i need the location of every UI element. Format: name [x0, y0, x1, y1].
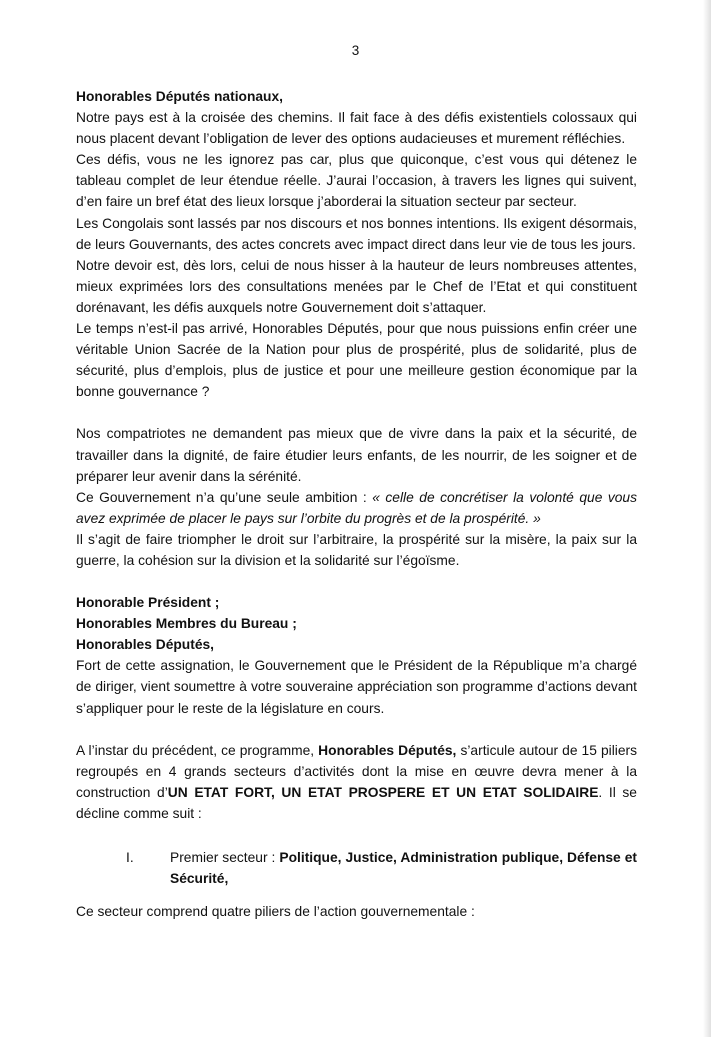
salutation-heading: Honorables Députés nationaux,: [76, 89, 283, 104]
sector-text: [170, 847, 637, 889]
paragraph: Ces défis, vous ne les ignorez pas car, plus que quiconque, c’est vous qui détenez le tableau complet de leur étendue réelle. J’aurai l’occasion, à travers les lignes qui suivent, d’en faire un bref état des lieux lorsque j’aborderai la situation secteur par secteur.: [76, 152, 637, 210]
page-edge-shadow: [703, 0, 711, 1037]
document-body: [76, 86, 637, 922]
sector-item: [126, 847, 637, 889]
sector-title: Politique, Justice, Administration publique, Défense et Sécurité,: [170, 850, 638, 887]
salutation-deputes: Honorables Députés,: [76, 637, 214, 653]
salutation-bureau: Honorables Membres du Bureau ;: [76, 616, 297, 632]
paragraph: Notre devoir est, dès lors, celui de nous hisser à la hauteur de leurs nombreuses attentes, mieux exprimées lors des consultations menées par le Chef de l’Etat et qui constituent dorénavant, les défis auxquels notre Gouvernement doit s’attaquer.: [76, 257, 637, 315]
salutation-president: Honorable Président ;: [76, 595, 220, 611]
ambition-quote: « celle de concrétiser la volonté que vous avez exprimée de placer le pays sur l’orbite du progrès et de la prospérité. »: [76, 489, 638, 526]
paragraph: Nos compatriotes ne demandent pas mieux que de vivre dans la paix et la sécurité, de travailler dans la dignité, de faire étudier leurs enfants, de les nourrir, de les soigner et de préparer leur avenir dans la sérénité.: [76, 426, 637, 484]
paragraph: Le temps n’est-il pas arrivé, Honorables Députés, pour que nous puissions enfin créer une véritable Union Sacrée de la Nation pour plus de prospérité, plus de solidarité, plus de sécurité, plus d’emplois, plus de justice et pour une meilleure gestion économique par la bonne gouvernance ?: [76, 321, 637, 400]
paragraph: Il s’agit de faire triompher le droit sur l’arbitraire, la prospérité sur la misère, la paix sur la guerre, la cohésion sur la division et la solidarité sur l’égoïsme.: [76, 531, 637, 568]
ambition-intro: Ce Gouvernement n’a qu’une seule ambition :: [76, 489, 373, 505]
paragraph: Fort de cette assignation, le Gouvernement que le Président de la République m’a chargé de diriger, vient soumettre à votre souveraine appréciation son programme d’actions devant s’appliquer pour le reste de la législature en cours.: [76, 658, 637, 716]
sector-label: Premier secteur :: [170, 850, 280, 865]
paragraph-closing: Ce secteur comprend quatre piliers de l’action gouvernementale :: [76, 904, 475, 920]
paragraph-ambition: [76, 487, 637, 529]
paragraph-program: A l’instar du précédent, ce programme, Honorables Députés, s’articule autour de 15 piliers regroupés en 4 grands secteurs d’activités dont la mise en œuvre devra mener à la construction d’UN ETAT FORT, UN ETAT PROSPERE ET UN ETAT SOLIDAIRE. Il se décline comme suit :: [76, 742, 637, 821]
sector-number: I.: [126, 850, 134, 865]
page-number: 3: [351, 43, 360, 58]
paragraph: Les Congolais sont lassés par nos discours et nos bonnes intentions. Ils exigent désormais, de leurs Gouvernants, des actes concrets avec impact direct dans leur vie de tous les jours.: [76, 215, 637, 252]
paragraph: Notre pays est à la croisée des chemins. Il fait face à des défis existentiels colossaux qui nous placent devant l’obligation de lever des options audacieuses et murement réfléchies.: [76, 110, 637, 147]
